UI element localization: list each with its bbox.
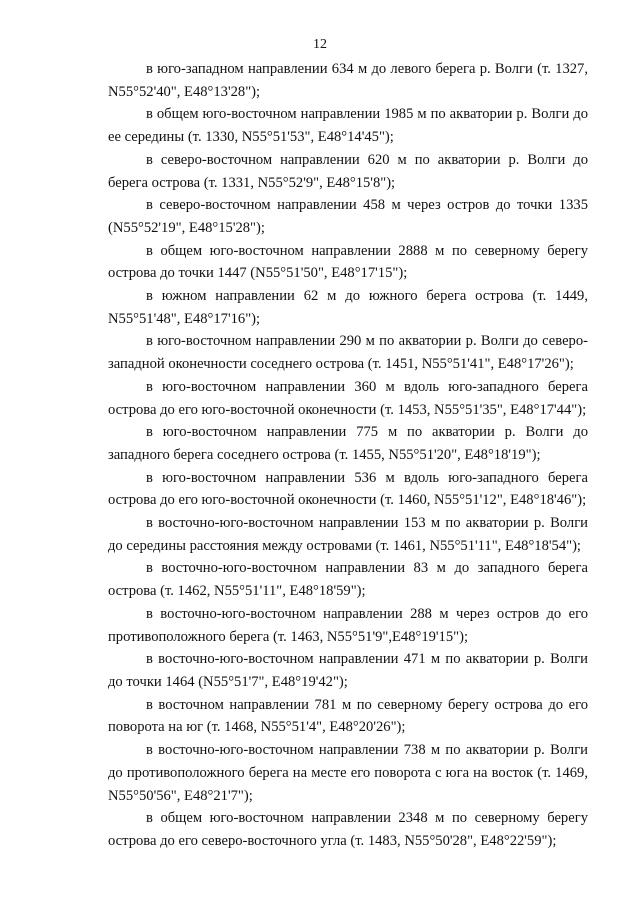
paragraph: в общем юго-восточном направлении 2348 м по северному берегу острова до его северо-восточного угла (т. 1483, N55°50'28", E48°22'59"); bbox=[108, 810, 588, 849]
paragraph: в восточно-юго-восточном направлении 738 м по акватории р. Волги до противоположного берега на месте его поворота с юга на восток (т. 1469, N55°50'56", E48°21'7"); bbox=[108, 742, 588, 804]
paragraph: в северо-восточном направлении 458 м через остров до точки 1335 (N55°52'19", E48°15'28"); bbox=[108, 197, 588, 236]
paragraph: в северо-восточном направлении 620 м по акватории р. Волги до берега острова (т. 1331, N55°52'9", E48°15'8"); bbox=[108, 151, 588, 191]
paragraph: в восточно-юго-восточном направлении 83 м до западного берега острова (т. 1462, N55°51'11", E48°18'59"); bbox=[108, 560, 588, 600]
paragraph: в восточно-юго-восточном направлении 471 м по акватории р. Волги до точки 1464 (N55°51'7", E48°19'42"); bbox=[108, 651, 588, 690]
paragraph: в восточно-юго-восточном направлении 288 м через остров до его противоположного берега (т. 1463, N55°51'9",E48°19'15"); bbox=[108, 605, 588, 645]
page-number: 12 bbox=[313, 37, 327, 52]
paragraph: в юго-восточном направлении 290 м по акватории р. Волги до северо-западной оконечности соседнего острова (т. 1451, N55°51'41", E48°17'26"); bbox=[108, 333, 588, 373]
document-body bbox=[108, 58, 588, 853]
paragraph: в восточном направлении 781 м по северному берегу острова до его поворота на юг (т. 1468, N55°51'4", E48°20'26"); bbox=[108, 696, 588, 736]
paragraph: в юго-восточном направлении 360 м вдоль юго-западного берега острова до его юго-восточной оконечности (т. 1453, N55°51'35", E48°17'44"); bbox=[108, 378, 588, 418]
paragraph: в юго-восточном направлении 775 м по акватории р. Волги до западного берега соседнего острова (т. 1455, N55°51'20", E48°18'19"); bbox=[108, 424, 588, 463]
paragraph: в юго-западном направлении 634 м до левого берега р. Волги (т. 1327, N55°52'40", E48°13'28"); bbox=[108, 61, 588, 100]
paragraph: в общем юго-восточном направлении 1985 м по акватории р. Волги до ее середины (т. 1330, N55°51'53", E48°14'45"); bbox=[108, 106, 588, 146]
paragraph: в общем юго-восточном направлении 2888 м по северному берегу острова до точки 1447 (N55°51'50", E48°17'15"); bbox=[108, 242, 588, 282]
paragraph: в южном направлении 62 м до южного берега острова (т. 1449, N55°51'48", E48°17'16"); bbox=[108, 288, 588, 327]
paragraph: в восточно-юго-восточном направлении 153 м по акватории р. Волги до середины расстояния между островами (т. 1461, N55°51'11", E48°18'54"); bbox=[108, 515, 588, 554]
paragraph: в юго-восточном направлении 536 м вдоль юго-западного берега острова до его юго-восточной оконечности (т. 1460, N55°51'12", E48°18'46"); bbox=[108, 469, 588, 509]
